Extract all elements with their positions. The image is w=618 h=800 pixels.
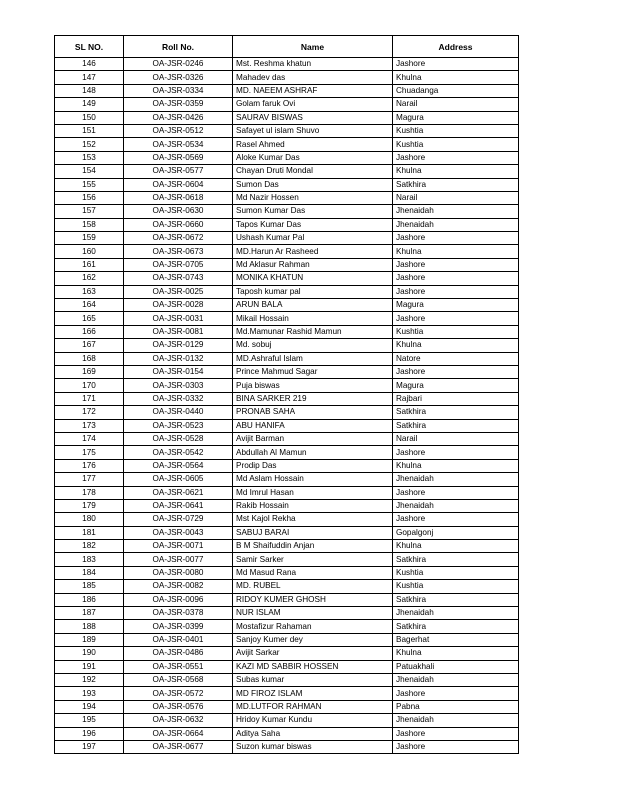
cell-roll-no: OA-JSR-0486 [124, 647, 233, 660]
candidate-table [54, 35, 519, 754]
table-header-row [55, 36, 519, 58]
cell-name: Suzon kumar biswas [233, 740, 393, 753]
cell-sl-no: 195 [55, 714, 124, 727]
cell-roll-no: OA-JSR-0705 [124, 258, 233, 271]
cell-roll-no: OA-JSR-0334 [124, 84, 233, 97]
cell-sl-no: 149 [55, 98, 124, 111]
cell-sl-no: 182 [55, 540, 124, 553]
cell-sl-no: 196 [55, 727, 124, 740]
cell-roll-no: OA-JSR-0326 [124, 71, 233, 84]
cell-sl-no: 189 [55, 633, 124, 646]
cell-roll-no: OA-JSR-0568 [124, 673, 233, 686]
cell-roll-no: OA-JSR-0534 [124, 138, 233, 151]
cell-name: Sumon Kumar Das [233, 205, 393, 218]
cell-address: Narail [393, 98, 519, 111]
table-row [55, 285, 519, 298]
table-row [55, 111, 519, 124]
cell-sl-no: 187 [55, 607, 124, 620]
cell-sl-no: 197 [55, 740, 124, 753]
cell-name: Rasel Ahmed [233, 138, 393, 151]
cell-name: Md Aslam Hossain [233, 473, 393, 486]
table-row [55, 205, 519, 218]
cell-sl-no: 154 [55, 165, 124, 178]
cell-sl-no: 193 [55, 687, 124, 700]
cell-address: Jashore [393, 486, 519, 499]
cell-roll-no: OA-JSR-0604 [124, 178, 233, 191]
cell-sl-no: 185 [55, 580, 124, 593]
cell-address: Magura [393, 299, 519, 312]
cell-sl-no: 157 [55, 205, 124, 218]
cell-roll-no: OA-JSR-0028 [124, 299, 233, 312]
table-row [55, 647, 519, 660]
header-roll-no: Roll No. [124, 36, 233, 58]
cell-roll-no: OA-JSR-0129 [124, 339, 233, 352]
cell-roll-no: OA-JSR-0378 [124, 607, 233, 620]
cell-roll-no: OA-JSR-0071 [124, 540, 233, 553]
cell-sl-no: 173 [55, 419, 124, 432]
table-row [55, 245, 519, 258]
table-row [55, 178, 519, 191]
cell-address: Chuadanga [393, 84, 519, 97]
cell-address: Patuakhali [393, 660, 519, 673]
cell-sl-no: 159 [55, 232, 124, 245]
cell-sl-no: 181 [55, 526, 124, 539]
cell-name: Golam faruk Ovi [233, 98, 393, 111]
cell-name: RIDOY KUMER GHOSH [233, 593, 393, 606]
table-row [55, 98, 519, 111]
cell-roll-no: OA-JSR-0632 [124, 714, 233, 727]
cell-name: Md Aklasur Rahman [233, 258, 393, 271]
cell-name: Md Masud Rana [233, 566, 393, 579]
table-row [55, 553, 519, 566]
table-row [55, 312, 519, 325]
table-row [55, 232, 519, 245]
cell-roll-no: OA-JSR-0564 [124, 459, 233, 472]
table-row [55, 191, 519, 204]
cell-name: Prince Mahmud Sagar [233, 365, 393, 378]
table-row [55, 700, 519, 713]
cell-sl-no: 188 [55, 620, 124, 633]
cell-address: Jashore [393, 740, 519, 753]
cell-sl-no: 158 [55, 218, 124, 231]
cell-roll-no: OA-JSR-0677 [124, 740, 233, 753]
cell-sl-no: 156 [55, 191, 124, 204]
cell-address: Jashore [393, 727, 519, 740]
cell-name: Ushash Kumar Pal [233, 232, 393, 245]
cell-sl-no: 176 [55, 459, 124, 472]
table-row [55, 272, 519, 285]
cell-name: Prodip Das [233, 459, 393, 472]
cell-name: Sanjoy Kumer dey [233, 633, 393, 646]
cell-roll-no: OA-JSR-0641 [124, 499, 233, 512]
cell-address: Khulna [393, 165, 519, 178]
cell-roll-no: OA-JSR-0082 [124, 580, 233, 593]
cell-roll-no: OA-JSR-0512 [124, 124, 233, 137]
cell-address: Satkhira [393, 620, 519, 633]
cell-sl-no: 164 [55, 299, 124, 312]
cell-roll-no: OA-JSR-0025 [124, 285, 233, 298]
cell-roll-no: OA-JSR-0569 [124, 151, 233, 164]
cell-address: Jhenaidah [393, 218, 519, 231]
cell-address: Kushtia [393, 580, 519, 593]
cell-address: Jhenaidah [393, 205, 519, 218]
cell-address: Natore [393, 352, 519, 365]
table-row [55, 499, 519, 512]
cell-address: Jashore [393, 446, 519, 459]
cell-address: Jashore [393, 258, 519, 271]
header-sl-no: SL NO. [55, 36, 124, 58]
cell-sl-no: 168 [55, 352, 124, 365]
cell-roll-no: OA-JSR-0303 [124, 379, 233, 392]
cell-roll-no: OA-JSR-0528 [124, 432, 233, 445]
cell-sl-no: 174 [55, 432, 124, 445]
cell-address: Bagerhat [393, 633, 519, 646]
cell-roll-no: OA-JSR-0031 [124, 312, 233, 325]
cell-address: Jhenaidah [393, 473, 519, 486]
cell-roll-no: OA-JSR-0577 [124, 165, 233, 178]
cell-sl-no: 183 [55, 553, 124, 566]
cell-roll-no: OA-JSR-0664 [124, 727, 233, 740]
cell-roll-no: OA-JSR-0673 [124, 245, 233, 258]
cell-name: MD.Ashraful Islam [233, 352, 393, 365]
table-row [55, 459, 519, 472]
table-row [55, 71, 519, 84]
cell-name: MD FIROZ ISLAM [233, 687, 393, 700]
cell-address: Khulna [393, 339, 519, 352]
cell-sl-no: 160 [55, 245, 124, 258]
table-row [55, 419, 519, 432]
cell-address: Kushtia [393, 325, 519, 338]
cell-name: Chayan Druti Mondal [233, 165, 393, 178]
cell-sl-no: 153 [55, 151, 124, 164]
cell-sl-no: 146 [55, 58, 124, 71]
cell-roll-no: OA-JSR-0359 [124, 98, 233, 111]
cell-name: Sumon Das [233, 178, 393, 191]
cell-roll-no: OA-JSR-0551 [124, 660, 233, 673]
cell-roll-no: OA-JSR-0399 [124, 620, 233, 633]
cell-sl-no: 151 [55, 124, 124, 137]
cell-name: Mikail Hossain [233, 312, 393, 325]
cell-roll-no: OA-JSR-0672 [124, 232, 233, 245]
cell-name: Puja biswas [233, 379, 393, 392]
cell-address: Gopalgonj [393, 526, 519, 539]
cell-address: Jashore [393, 58, 519, 71]
cell-sl-no: 177 [55, 473, 124, 486]
cell-address: Jhenaidah [393, 499, 519, 512]
cell-name: MD. NAEEM ASHRAF [233, 84, 393, 97]
cell-address: Satkhira [393, 553, 519, 566]
cell-address: Magura [393, 379, 519, 392]
table-row [55, 687, 519, 700]
cell-roll-no: OA-JSR-0660 [124, 218, 233, 231]
table-row [55, 258, 519, 271]
cell-sl-no: 161 [55, 258, 124, 271]
cell-address: Magura [393, 111, 519, 124]
cell-name: MONIKA KHATUN [233, 272, 393, 285]
table-row [55, 740, 519, 753]
table-row [55, 325, 519, 338]
cell-roll-no: OA-JSR-0426 [124, 111, 233, 124]
cell-sl-no: 170 [55, 379, 124, 392]
cell-name: Rakib Hossain [233, 499, 393, 512]
cell-sl-no: 147 [55, 71, 124, 84]
cell-address: Jashore [393, 513, 519, 526]
cell-sl-no: 152 [55, 138, 124, 151]
cell-name: Aloke Kumar Das [233, 151, 393, 164]
cell-name: Subas kumar [233, 673, 393, 686]
cell-address: Khulna [393, 540, 519, 553]
cell-address: Kushtia [393, 138, 519, 151]
cell-name: Abdullah Al Mamun [233, 446, 393, 459]
cell-address: Satkhira [393, 406, 519, 419]
table-row [55, 218, 519, 231]
table-row [55, 379, 519, 392]
cell-name: Mst. Reshma khatun [233, 58, 393, 71]
cell-sl-no: 172 [55, 406, 124, 419]
cell-name: MD.LUTFOR RAHMAN [233, 700, 393, 713]
cell-roll-no: OA-JSR-0440 [124, 406, 233, 419]
cell-roll-no: OA-JSR-0096 [124, 593, 233, 606]
cell-sl-no: 175 [55, 446, 124, 459]
cell-name: Avijit Sarkar [233, 647, 393, 660]
cell-name: Md Nazir Hossen [233, 191, 393, 204]
cell-roll-no: OA-JSR-0077 [124, 553, 233, 566]
cell-name: Md. sobuj [233, 339, 393, 352]
cell-sl-no: 163 [55, 285, 124, 298]
cell-name: SABUJ BARAI [233, 526, 393, 539]
table-row [55, 151, 519, 164]
cell-address: Satkhira [393, 419, 519, 432]
cell-roll-no: OA-JSR-0401 [124, 633, 233, 646]
cell-address: Narail [393, 432, 519, 445]
table-row [55, 607, 519, 620]
cell-sl-no: 178 [55, 486, 124, 499]
cell-roll-no: OA-JSR-0043 [124, 526, 233, 539]
cell-address: Jhenaidah [393, 607, 519, 620]
table-row [55, 486, 519, 499]
cell-sl-no: 190 [55, 647, 124, 660]
cell-address: Khulna [393, 647, 519, 660]
cell-address: Khulna [393, 245, 519, 258]
cell-name: PRONAB SAHA [233, 406, 393, 419]
cell-roll-no: OA-JSR-0743 [124, 272, 233, 285]
table-row [55, 406, 519, 419]
cell-roll-no: OA-JSR-0618 [124, 191, 233, 204]
cell-name: B M Shaifuddin Anjan [233, 540, 393, 553]
cell-sl-no: 184 [55, 566, 124, 579]
cell-name: Mst Kajol Rekha [233, 513, 393, 526]
cell-sl-no: 194 [55, 700, 124, 713]
table-row [55, 633, 519, 646]
cell-address: Jashore [393, 232, 519, 245]
cell-name: BINA SARKER 219 [233, 392, 393, 405]
header-address: Address [393, 36, 519, 58]
header-name: Name [233, 36, 393, 58]
cell-address: Jashore [393, 365, 519, 378]
cell-roll-no: OA-JSR-0081 [124, 325, 233, 338]
cell-name: Taposh kumar pal [233, 285, 393, 298]
table-row [55, 540, 519, 553]
table-row [55, 566, 519, 579]
cell-name: ARUN BALA [233, 299, 393, 312]
cell-name: Mahadev das [233, 71, 393, 84]
table-row [55, 593, 519, 606]
table-body [55, 58, 519, 754]
table-row [55, 673, 519, 686]
cell-roll-no: OA-JSR-0523 [124, 419, 233, 432]
cell-address: Jhenaidah [393, 714, 519, 727]
cell-name: MD.Harun Ar Rasheed [233, 245, 393, 258]
table-row [55, 165, 519, 178]
cell-address: Narail [393, 191, 519, 204]
cell-sl-no: 191 [55, 660, 124, 673]
cell-sl-no: 162 [55, 272, 124, 285]
cell-sl-no: 167 [55, 339, 124, 352]
cell-name: NUR ISLAM [233, 607, 393, 620]
cell-sl-no: 166 [55, 325, 124, 338]
cell-name: KAZI MD SABBIR HOSSEN [233, 660, 393, 673]
cell-sl-no: 180 [55, 513, 124, 526]
cell-address: Jashore [393, 687, 519, 700]
cell-sl-no: 186 [55, 593, 124, 606]
cell-name: MD. RUBEL [233, 580, 393, 593]
cell-name: Aditya Saha [233, 727, 393, 740]
cell-address: Khulna [393, 459, 519, 472]
table-row [55, 352, 519, 365]
cell-name: Mostafizur Rahaman [233, 620, 393, 633]
table-row [55, 526, 519, 539]
table-row [55, 660, 519, 673]
cell-name: Md.Mamunar Rashid Mamun [233, 325, 393, 338]
table-row [55, 392, 519, 405]
cell-address: Rajbari [393, 392, 519, 405]
cell-roll-no: OA-JSR-0729 [124, 513, 233, 526]
table-row [55, 339, 519, 352]
cell-roll-no: OA-JSR-0542 [124, 446, 233, 459]
cell-address: Jashore [393, 272, 519, 285]
table-row [55, 138, 519, 151]
cell-address: Jashore [393, 285, 519, 298]
cell-roll-no: OA-JSR-0630 [124, 205, 233, 218]
cell-name: Samir Sarker [233, 553, 393, 566]
table-row [55, 513, 519, 526]
cell-roll-no: OA-JSR-0246 [124, 58, 233, 71]
cell-sl-no: 171 [55, 392, 124, 405]
cell-name: Hridoy Kumar Kundu [233, 714, 393, 727]
cell-name: ABU HANIFA [233, 419, 393, 432]
cell-roll-no: OA-JSR-0605 [124, 473, 233, 486]
cell-sl-no: 169 [55, 365, 124, 378]
table-row [55, 580, 519, 593]
cell-roll-no: OA-JSR-0132 [124, 352, 233, 365]
cell-address: Jhenaidah [393, 673, 519, 686]
table-row [55, 365, 519, 378]
table-row [55, 124, 519, 137]
cell-sl-no: 150 [55, 111, 124, 124]
cell-address: Satkhira [393, 593, 519, 606]
cell-address: Jashore [393, 151, 519, 164]
table-row [55, 299, 519, 312]
cell-sl-no: 155 [55, 178, 124, 191]
cell-roll-no: OA-JSR-0154 [124, 365, 233, 378]
cell-sl-no: 179 [55, 499, 124, 512]
cell-name: Tapos Kumar Das [233, 218, 393, 231]
cell-name: Md Imrul Hasan [233, 486, 393, 499]
table-row [55, 84, 519, 97]
table-row [55, 473, 519, 486]
cell-roll-no: OA-JSR-0576 [124, 700, 233, 713]
cell-address: Khulna [393, 71, 519, 84]
cell-address: Satkhira [393, 178, 519, 191]
cell-sl-no: 165 [55, 312, 124, 325]
cell-address: Pabna [393, 700, 519, 713]
cell-address: Kushtia [393, 124, 519, 137]
cell-name: Avijit Barman [233, 432, 393, 445]
cell-roll-no: OA-JSR-0572 [124, 687, 233, 700]
cell-sl-no: 148 [55, 84, 124, 97]
table-row [55, 620, 519, 633]
cell-name: Safayet ul islam Shuvo [233, 124, 393, 137]
table-row [55, 58, 519, 71]
cell-sl-no: 192 [55, 673, 124, 686]
cell-address: Kushtia [393, 566, 519, 579]
cell-name: SAURAV BISWAS [233, 111, 393, 124]
table-row [55, 432, 519, 445]
table-row [55, 446, 519, 459]
cell-address: Jashore [393, 312, 519, 325]
cell-roll-no: OA-JSR-0332 [124, 392, 233, 405]
table-row [55, 714, 519, 727]
cell-roll-no: OA-JSR-0080 [124, 566, 233, 579]
table-row [55, 727, 519, 740]
cell-roll-no: OA-JSR-0621 [124, 486, 233, 499]
